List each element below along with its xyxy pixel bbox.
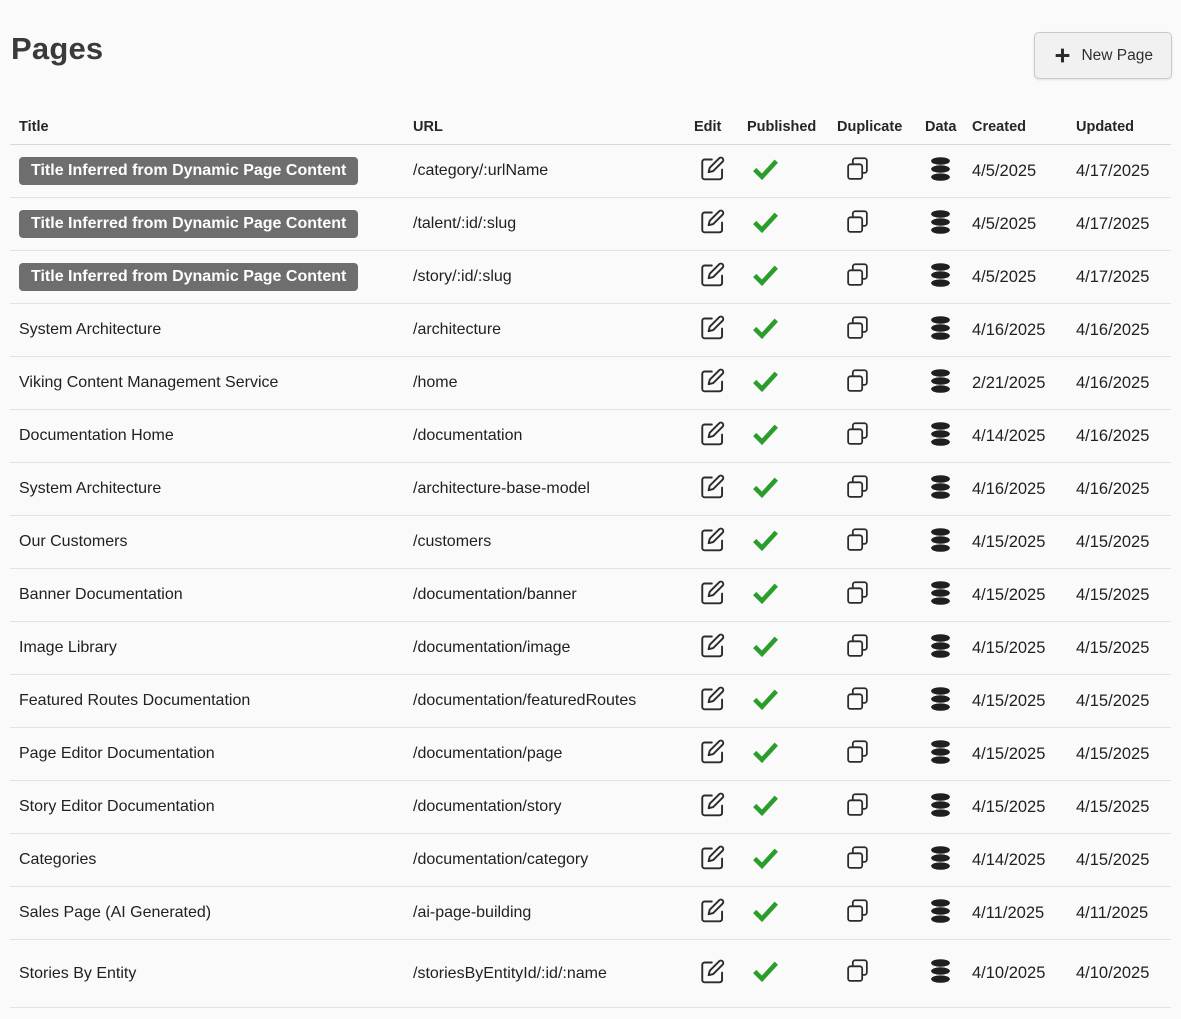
created-date: 4/15/2025 [972, 638, 1046, 657]
pen-to-square-icon [699, 420, 726, 447]
updated-date: 4/15/2025 [1076, 850, 1150, 869]
table-row [10, 834, 1171, 887]
check-icon [752, 317, 779, 339]
updated-date: 4/16/2025 [1076, 320, 1150, 339]
edit-button[interactable] [699, 579, 726, 606]
page-title-text: Viking Content Management Service [19, 374, 279, 391]
created-date: 4/15/2025 [972, 585, 1046, 604]
published-check[interactable] [752, 635, 779, 657]
pen-to-square-icon [699, 844, 726, 871]
page-title-text: System Architecture [19, 480, 162, 497]
copy-icon [845, 686, 870, 712]
title-cell [10, 533, 404, 551]
duplicate-button[interactable] [845, 156, 870, 182]
updated-date: 4/16/2025 [1076, 373, 1150, 392]
data-button[interactable] [929, 898, 952, 924]
duplicate-button[interactable] [845, 739, 870, 765]
column-header-duplicate: Duplicate [837, 119, 903, 135]
table-row [10, 569, 1171, 622]
pages-table [10, 115, 1171, 1008]
published-check[interactable] [752, 264, 779, 286]
page-title-text: Sales Page (AI Generated) [19, 904, 212, 921]
page-title-text: Stories By Entity [19, 964, 137, 982]
title-cell [10, 639, 404, 657]
column-header-edit: Edit [694, 119, 722, 135]
edit-button[interactable] [699, 367, 726, 394]
title-cell [10, 374, 404, 392]
updated-date: 4/16/2025 [1076, 479, 1150, 498]
data-button[interactable] [929, 262, 952, 288]
check-icon [752, 688, 779, 710]
page-url-text: /documentation/featuredRoutes [413, 692, 637, 709]
updated-date: 4/17/2025 [1076, 214, 1150, 233]
database-icon [929, 958, 952, 984]
published-check[interactable] [752, 529, 779, 551]
published-check[interactable] [752, 423, 779, 445]
page-title-text: Documentation Home [19, 427, 174, 444]
page-title-text: Categories [19, 851, 97, 868]
data-button[interactable] [929, 156, 952, 182]
copy-icon [845, 474, 870, 500]
url-cell [404, 745, 685, 763]
page-title-text: Story Editor Documentation [19, 798, 215, 815]
column-header-updated: Updated [1076, 119, 1134, 135]
copy-icon [845, 209, 870, 235]
table-body [10, 145, 1171, 1008]
pen-to-square-icon [699, 208, 726, 235]
updated-date: 4/15/2025 [1076, 532, 1150, 551]
database-icon [929, 209, 952, 235]
title-cell [10, 480, 404, 498]
data-button[interactable] [929, 527, 952, 553]
pen-to-square-icon [699, 791, 726, 818]
duplicate-button[interactable] [845, 845, 870, 871]
title-cell [10, 965, 404, 983]
duplicate-button[interactable] [845, 580, 870, 606]
updated-date: 4/11/2025 [1076, 903, 1149, 922]
database-icon [929, 580, 952, 606]
updated-date: 4/17/2025 [1076, 267, 1150, 286]
page-url-text: /architecture [413, 321, 502, 338]
check-icon [752, 960, 779, 982]
page-title-text: Our Customers [19, 533, 128, 550]
page-url-text: /documentation/banner [413, 586, 577, 603]
check-icon [752, 211, 779, 233]
check-icon [752, 529, 779, 551]
copy-icon [845, 958, 870, 984]
page-url-text: /documentation/story [413, 798, 562, 815]
updated-date: 4/15/2025 [1076, 744, 1150, 763]
created-date: 4/5/2025 [972, 267, 1037, 286]
duplicate-button[interactable] [845, 262, 870, 288]
copy-icon [845, 633, 870, 659]
updated-date: 4/15/2025 [1076, 585, 1150, 604]
url-cell [404, 427, 685, 445]
published-check[interactable] [752, 370, 779, 392]
title-cell [10, 263, 404, 291]
table-row [10, 516, 1171, 569]
pen-to-square-icon [699, 261, 726, 288]
title-cell [10, 210, 404, 238]
database-icon [929, 739, 952, 765]
page-title: Pages [11, 31, 104, 66]
page-header [0, 0, 1181, 79]
edit-button[interactable] [699, 526, 726, 553]
edit-button[interactable] [699, 791, 726, 818]
copy-icon [845, 527, 870, 553]
table-row [10, 251, 1171, 304]
page-url-text: /story/:id/:slug [413, 268, 512, 285]
page-title-text: Banner Documentation [19, 586, 183, 603]
created-date: 4/16/2025 [972, 479, 1046, 498]
page-url-text: /customers [413, 533, 492, 550]
edit-button[interactable] [699, 632, 726, 659]
data-button[interactable] [929, 686, 952, 712]
data-button[interactable] [929, 315, 952, 341]
table-row [10, 675, 1171, 728]
pen-to-square-icon [699, 526, 726, 553]
table-row [10, 463, 1171, 516]
page-url-text: /ai-page-building [413, 904, 532, 921]
edit-button[interactable] [699, 738, 726, 765]
check-icon [752, 582, 779, 604]
page-title-text: System Architecture [19, 321, 162, 338]
page-url-text: /documentation/image [413, 639, 571, 656]
new-page-button-label: New Page [1081, 46, 1153, 64]
pen-to-square-icon [699, 155, 726, 182]
url-cell [404, 374, 685, 392]
published-check[interactable] [752, 741, 779, 763]
table-row [10, 145, 1171, 198]
database-icon [929, 315, 952, 341]
created-date: 4/5/2025 [972, 161, 1037, 180]
pen-to-square-icon [699, 314, 726, 341]
pen-to-square-icon [699, 685, 726, 712]
database-icon [929, 527, 952, 553]
data-button[interactable] [929, 845, 952, 871]
url-cell [404, 692, 685, 710]
title-cell [10, 851, 404, 869]
copy-icon [845, 580, 870, 606]
pen-to-square-icon [699, 367, 726, 394]
data-button[interactable] [929, 739, 952, 765]
column-header-created: Created [972, 119, 1026, 135]
page-url-text: /architecture-base-model [413, 480, 590, 497]
page-url-text: /documentation/category [413, 851, 589, 868]
database-icon [929, 792, 952, 818]
check-icon [752, 370, 779, 392]
duplicate-button[interactable] [845, 368, 870, 394]
published-check[interactable] [752, 317, 779, 339]
page-url-text: /documentation [413, 427, 523, 444]
database-icon [929, 686, 952, 712]
updated-date: 4/15/2025 [1076, 638, 1150, 657]
column-header-data: Data [925, 119, 957, 135]
page-url-text: /category/:urlName [413, 162, 549, 179]
dynamic-title-badge: Title Inferred from Dynamic Page Content [19, 157, 358, 185]
table-row [10, 940, 1171, 1008]
duplicate-button[interactable] [845, 527, 870, 553]
database-icon [929, 898, 952, 924]
table-row [10, 887, 1171, 940]
created-date: 4/15/2025 [972, 691, 1046, 710]
published-check[interactable] [752, 211, 779, 233]
url-cell [404, 586, 685, 604]
created-date: 2/21/2025 [972, 373, 1046, 392]
duplicate-button[interactable] [845, 792, 870, 818]
url-cell [404, 851, 685, 869]
published-check[interactable] [752, 794, 779, 816]
edit-button[interactable] [699, 208, 726, 235]
duplicate-button[interactable] [845, 209, 870, 235]
edit-button[interactable] [699, 844, 726, 871]
edit-button[interactable] [699, 897, 726, 924]
copy-icon [845, 421, 870, 447]
pen-to-square-icon [699, 473, 726, 500]
created-date: 4/11/2025 [972, 903, 1045, 922]
created-date: 4/14/2025 [972, 426, 1046, 445]
title-cell [10, 692, 404, 710]
title-cell [10, 321, 404, 339]
copy-icon [845, 262, 870, 288]
copy-icon [845, 315, 870, 341]
check-icon [752, 158, 779, 180]
updated-date: 4/16/2025 [1076, 426, 1150, 445]
copy-icon [845, 898, 870, 924]
data-button[interactable] [929, 209, 952, 235]
table-header-row [10, 115, 1171, 145]
url-cell [404, 639, 685, 657]
created-date: 4/5/2025 [972, 214, 1037, 233]
database-icon [929, 368, 952, 394]
table-row [10, 304, 1171, 357]
check-icon [752, 476, 779, 498]
check-icon [752, 264, 779, 286]
updated-date: 4/17/2025 [1076, 161, 1150, 180]
duplicate-button[interactable] [845, 421, 870, 447]
title-cell [10, 157, 404, 185]
copy-icon [845, 792, 870, 818]
url-cell [404, 321, 685, 339]
duplicate-button[interactable] [845, 633, 870, 659]
pen-to-square-icon [699, 738, 726, 765]
duplicate-button[interactable] [845, 686, 870, 712]
table-row [10, 781, 1171, 834]
dynamic-title-badge: Title Inferred from Dynamic Page Content [19, 210, 358, 238]
database-icon [929, 421, 952, 447]
created-date: 4/15/2025 [972, 744, 1046, 763]
published-check[interactable] [752, 960, 779, 982]
pen-to-square-icon [699, 579, 726, 606]
copy-icon [845, 368, 870, 394]
edit-button[interactable] [699, 314, 726, 341]
column-header-title: Title [19, 119, 49, 135]
table-row [10, 728, 1171, 781]
created-date: 4/16/2025 [972, 320, 1046, 339]
database-icon [929, 633, 952, 659]
updated-date: 4/10/2025 [1076, 964, 1150, 982]
check-icon [752, 900, 779, 922]
published-check[interactable] [752, 688, 779, 710]
title-cell [10, 798, 404, 816]
check-icon [752, 423, 779, 445]
edit-button[interactable] [699, 261, 726, 288]
table-row [10, 357, 1171, 410]
url-cell [404, 215, 685, 233]
check-icon [752, 847, 779, 869]
title-cell [10, 586, 404, 604]
plus-icon [1053, 46, 1072, 65]
page-url-text: /home [413, 374, 458, 391]
table-row [10, 410, 1171, 463]
duplicate-button[interactable] [845, 474, 870, 500]
check-icon [752, 741, 779, 763]
published-check[interactable] [752, 158, 779, 180]
updated-date: 4/15/2025 [1076, 797, 1150, 816]
database-icon [929, 474, 952, 500]
url-cell [404, 268, 685, 286]
created-date: 4/15/2025 [972, 532, 1046, 551]
table-row [10, 622, 1171, 675]
created-date: 4/10/2025 [972, 964, 1046, 982]
data-button[interactable] [929, 633, 952, 659]
data-button[interactable] [929, 474, 952, 500]
pen-to-square-icon [699, 897, 726, 924]
edit-button[interactable] [699, 155, 726, 182]
created-date: 4/15/2025 [972, 797, 1046, 816]
column-header-published: Published [747, 119, 817, 135]
data-button[interactable] [929, 958, 952, 984]
column-header-url: URL [413, 119, 443, 135]
updated-date: 4/15/2025 [1076, 691, 1150, 710]
url-cell [404, 162, 685, 180]
created-date: 4/14/2025 [972, 850, 1046, 869]
page-title-text: Page Editor Documentation [19, 745, 215, 762]
url-cell [404, 533, 685, 551]
page-url-text: /talent/:id/:slug [413, 215, 517, 232]
title-cell [10, 745, 404, 763]
page-url-text: /storiesByEntityId/:id/:name [413, 964, 607, 982]
database-icon [929, 262, 952, 288]
url-cell [404, 904, 685, 922]
database-icon [929, 845, 952, 871]
published-check[interactable] [752, 476, 779, 498]
url-cell [404, 965, 685, 983]
edit-button[interactable] [699, 685, 726, 712]
edit-button[interactable] [699, 473, 726, 500]
data-button[interactable] [929, 792, 952, 818]
copy-icon [845, 156, 870, 182]
new-page-button[interactable] [1034, 32, 1172, 79]
page-title-text: Featured Routes Documentation [19, 692, 251, 709]
edit-button[interactable] [699, 958, 726, 985]
duplicate-button[interactable] [845, 958, 870, 984]
data-button[interactable] [929, 580, 952, 606]
url-cell [404, 480, 685, 498]
pen-to-square-icon [699, 632, 726, 659]
published-check[interactable] [752, 900, 779, 922]
duplicate-button[interactable] [845, 898, 870, 924]
url-cell [404, 798, 685, 816]
data-button[interactable] [929, 421, 952, 447]
database-icon [929, 156, 952, 182]
edit-button[interactable] [699, 420, 726, 447]
check-icon [752, 794, 779, 816]
check-icon [752, 635, 779, 657]
copy-icon [845, 845, 870, 871]
page-title-text: Image Library [19, 639, 117, 656]
pen-to-square-icon [699, 958, 726, 985]
duplicate-button[interactable] [845, 315, 870, 341]
copy-icon [845, 739, 870, 765]
table-row [10, 198, 1171, 251]
dynamic-title-badge: Title Inferred from Dynamic Page Content [19, 263, 358, 291]
data-button[interactable] [929, 368, 952, 394]
published-check[interactable] [752, 847, 779, 869]
page-url-text: /documentation/page [413, 745, 563, 762]
published-check[interactable] [752, 582, 779, 604]
title-cell [10, 904, 404, 922]
title-cell [10, 427, 404, 445]
